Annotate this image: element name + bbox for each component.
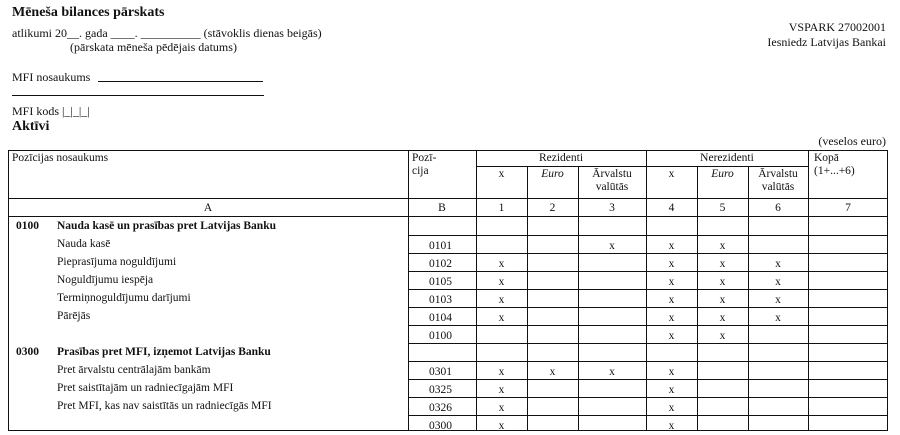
not-applicable-mark: x <box>719 240 726 252</box>
row-code: 0300 <box>16 346 39 358</box>
table-border-left <box>8 150 9 431</box>
table-border-top <box>8 150 888 151</box>
value-cell[interactable] <box>809 218 888 235</box>
row-label: Pieprasījuma noguldījumi <box>57 256 177 268</box>
value-cell[interactable] <box>579 308 646 325</box>
res-euro-header: Euro <box>541 168 564 180</box>
value-cell[interactable] <box>579 380 646 397</box>
row-label: Pārējās <box>57 310 91 322</box>
index-2: 2 <box>549 202 556 214</box>
period-note: (pārskata mēneša pēdējais datums) <box>70 40 237 54</box>
value-cell[interactable] <box>477 326 527 343</box>
value-cell[interactable] <box>809 362 888 379</box>
not-applicable-mark: x <box>719 330 726 342</box>
value-cell[interactable] <box>528 416 578 433</box>
header-bottom-line <box>8 198 888 199</box>
not-applicable-mark: x <box>719 276 726 288</box>
value-cell[interactable] <box>809 380 888 397</box>
value-cell[interactable] <box>809 398 888 415</box>
row-label: Nauda kasē <box>57 238 111 250</box>
value-cell[interactable] <box>809 308 888 325</box>
value-cell[interactable] <box>528 272 578 289</box>
value-cell[interactable] <box>749 362 808 379</box>
value-cell[interactable] <box>528 380 578 397</box>
mfi-name-line-2[interactable] <box>12 95 264 96</box>
value-cell[interactable] <box>809 272 888 289</box>
row-position-code: 0301 <box>429 366 452 378</box>
value-cell[interactable] <box>528 398 578 415</box>
not-applicable-mark: x <box>668 258 675 270</box>
value-cell[interactable] <box>528 254 578 271</box>
idx-left <box>8 198 9 216</box>
not-applicable-mark: x <box>668 384 675 396</box>
row-label: Nauda kasē un prasības pret Latvijas Banku <box>57 220 276 232</box>
index-b: B <box>438 202 446 214</box>
not-applicable-mark: x <box>668 312 675 324</box>
row-position-code: 0101 <box>429 240 452 252</box>
res-x-header: x <box>498 168 505 180</box>
value-cell[interactable] <box>579 218 646 235</box>
value-cell[interactable] <box>528 218 578 235</box>
index-4: 4 <box>668 202 675 214</box>
row-position-code: 0325 <box>429 384 452 396</box>
col-line-pos <box>408 150 409 431</box>
value-cell[interactable] <box>749 218 808 235</box>
index-5: 5 <box>719 202 726 214</box>
index-1: 1 <box>498 202 505 214</box>
value-cell[interactable] <box>477 236 527 253</box>
value-cell[interactable] <box>698 218 748 235</box>
total-header: Kopā (1+...+6) <box>814 152 855 177</box>
section-title: Aktīvi <box>12 119 50 134</box>
mfi-name-line-1[interactable] <box>98 81 263 82</box>
not-applicable-mark: x <box>775 276 781 288</box>
value-cell[interactable] <box>647 344 697 361</box>
value-cell[interactable] <box>809 290 888 307</box>
value-cell[interactable] <box>528 236 578 253</box>
value-cell[interactable] <box>579 272 646 289</box>
not-applicable-mark: x <box>668 276 675 288</box>
not-applicable-mark: x <box>668 420 675 432</box>
row-label: Pret MFI, kas nav saistītās un radniecīgās MFI <box>57 400 272 412</box>
units-note: (veselos euro) <box>818 134 886 148</box>
not-applicable-mark: x <box>609 240 615 252</box>
not-applicable-mark: x <box>498 276 505 288</box>
row-position-code: 0105 <box>429 276 452 288</box>
value-cell[interactable] <box>579 416 646 433</box>
value-cell[interactable] <box>528 290 578 307</box>
not-applicable-mark: x <box>498 420 505 432</box>
not-applicable-mark: x <box>498 294 505 306</box>
value-cell[interactable] <box>749 416 808 433</box>
index-bottom-line <box>8 216 888 217</box>
value-cell[interactable] <box>579 398 646 415</box>
submit-to: Iesniedz Latvijas Bankai <box>767 35 886 49</box>
value-cell[interactable] <box>528 326 578 343</box>
not-applicable-mark: x <box>719 312 726 324</box>
value-cell[interactable] <box>528 344 578 361</box>
not-applicable-mark: x <box>498 366 505 378</box>
mfi-code-label: MFI kods |_|_|_| <box>12 104 90 118</box>
value-cell[interactable] <box>749 326 808 343</box>
row-position-code: 0326 <box>429 402 452 414</box>
not-applicable-mark: x <box>609 366 615 378</box>
value-cell[interactable] <box>477 344 527 361</box>
row-label: Noguldījumu iespēja <box>57 274 154 286</box>
value-cell[interactable] <box>647 218 697 235</box>
row-code: 0100 <box>16 220 39 232</box>
value-cell[interactable] <box>749 344 808 361</box>
col-name-header: Pozīcijas nosaukums <box>12 152 109 164</box>
value-cell[interactable] <box>698 398 748 415</box>
value-cell[interactable] <box>579 344 646 361</box>
value-cell[interactable] <box>809 416 888 433</box>
row-position-code: 0300 <box>429 420 452 432</box>
not-applicable-mark: x <box>498 258 505 270</box>
index-6: 6 <box>775 202 781 214</box>
value-cell[interactable] <box>579 290 646 307</box>
row-label: Termiņnoguldījumu darījumi <box>57 292 191 304</box>
row-position-code: 0103 <box>429 294 452 306</box>
not-applicable-mark: x <box>498 384 505 396</box>
value-cell[interactable] <box>809 236 888 253</box>
row-label: Pret saistītajām un radniecīgajām MFI <box>57 382 234 394</box>
value-cell[interactable] <box>698 344 748 361</box>
not-applicable-mark: x <box>719 258 726 270</box>
index-a: A <box>203 202 213 214</box>
not-applicable-mark: x <box>775 312 781 324</box>
not-applicable-mark: x <box>775 294 781 306</box>
value-cell[interactable] <box>809 254 888 271</box>
not-applicable-mark: x <box>668 366 675 378</box>
value-cell[interactable] <box>579 326 646 343</box>
value-cell[interactable] <box>809 344 888 361</box>
value-cell[interactable] <box>749 380 808 397</box>
value-cell[interactable] <box>698 380 748 397</box>
not-applicable-mark: x <box>668 330 675 342</box>
value-cell[interactable] <box>749 398 808 415</box>
index-3: 3 <box>609 202 615 214</box>
not-applicable-mark: x <box>498 312 505 324</box>
not-applicable-mark: x <box>719 294 726 306</box>
not-applicable-mark: x <box>668 294 675 306</box>
row-position-code: 0104 <box>429 312 452 324</box>
not-applicable-mark: x <box>549 366 556 378</box>
value-cell[interactable] <box>749 236 808 253</box>
nonres-euro-header: Euro <box>711 168 734 180</box>
mfi-name-label: MFI nosaukums <box>12 70 91 84</box>
residents-header: Rezidenti <box>538 152 584 164</box>
value-cell[interactable] <box>477 218 527 235</box>
form-code: VSPARK 27002001 <box>788 20 886 34</box>
res-fx-header: Ārvalstu valūtās <box>592 168 632 193</box>
not-applicable-mark: x <box>668 402 675 414</box>
not-applicable-mark: x <box>498 402 505 414</box>
form-title: Mēneša bilances pārskats <box>12 5 165 20</box>
nonres-fx-header: Ārvalstu valūtās <box>758 168 798 193</box>
row-label: Prasības pret MFI, izņemot Latvijas Banku <box>57 346 271 358</box>
not-applicable-mark: x <box>775 258 781 270</box>
value-cell[interactable] <box>528 308 578 325</box>
row-label: Pret ārvalstu centrālajām bankām <box>57 364 211 376</box>
not-applicable-mark: x <box>668 240 675 252</box>
value-cell[interactable] <box>579 254 646 271</box>
row-position-code: 0100 <box>429 330 452 342</box>
period-line: atlikumi 20__. gada ____. __________ (stāvoklis dienas beigās) <box>12 26 322 40</box>
value-cell[interactable] <box>698 416 748 433</box>
value-cell[interactable] <box>698 362 748 379</box>
col-position-header: Pozī- cija <box>412 152 437 177</box>
index-7: 7 <box>845 202 851 214</box>
group-sub-line <box>476 166 808 167</box>
nonres-x-header: x <box>668 168 675 180</box>
value-cell[interactable] <box>809 326 888 343</box>
nonresidents-header: Nerezidenti <box>700 152 754 164</box>
assets-table <box>8 150 888 431</box>
row-position-code: 0102 <box>429 258 452 270</box>
